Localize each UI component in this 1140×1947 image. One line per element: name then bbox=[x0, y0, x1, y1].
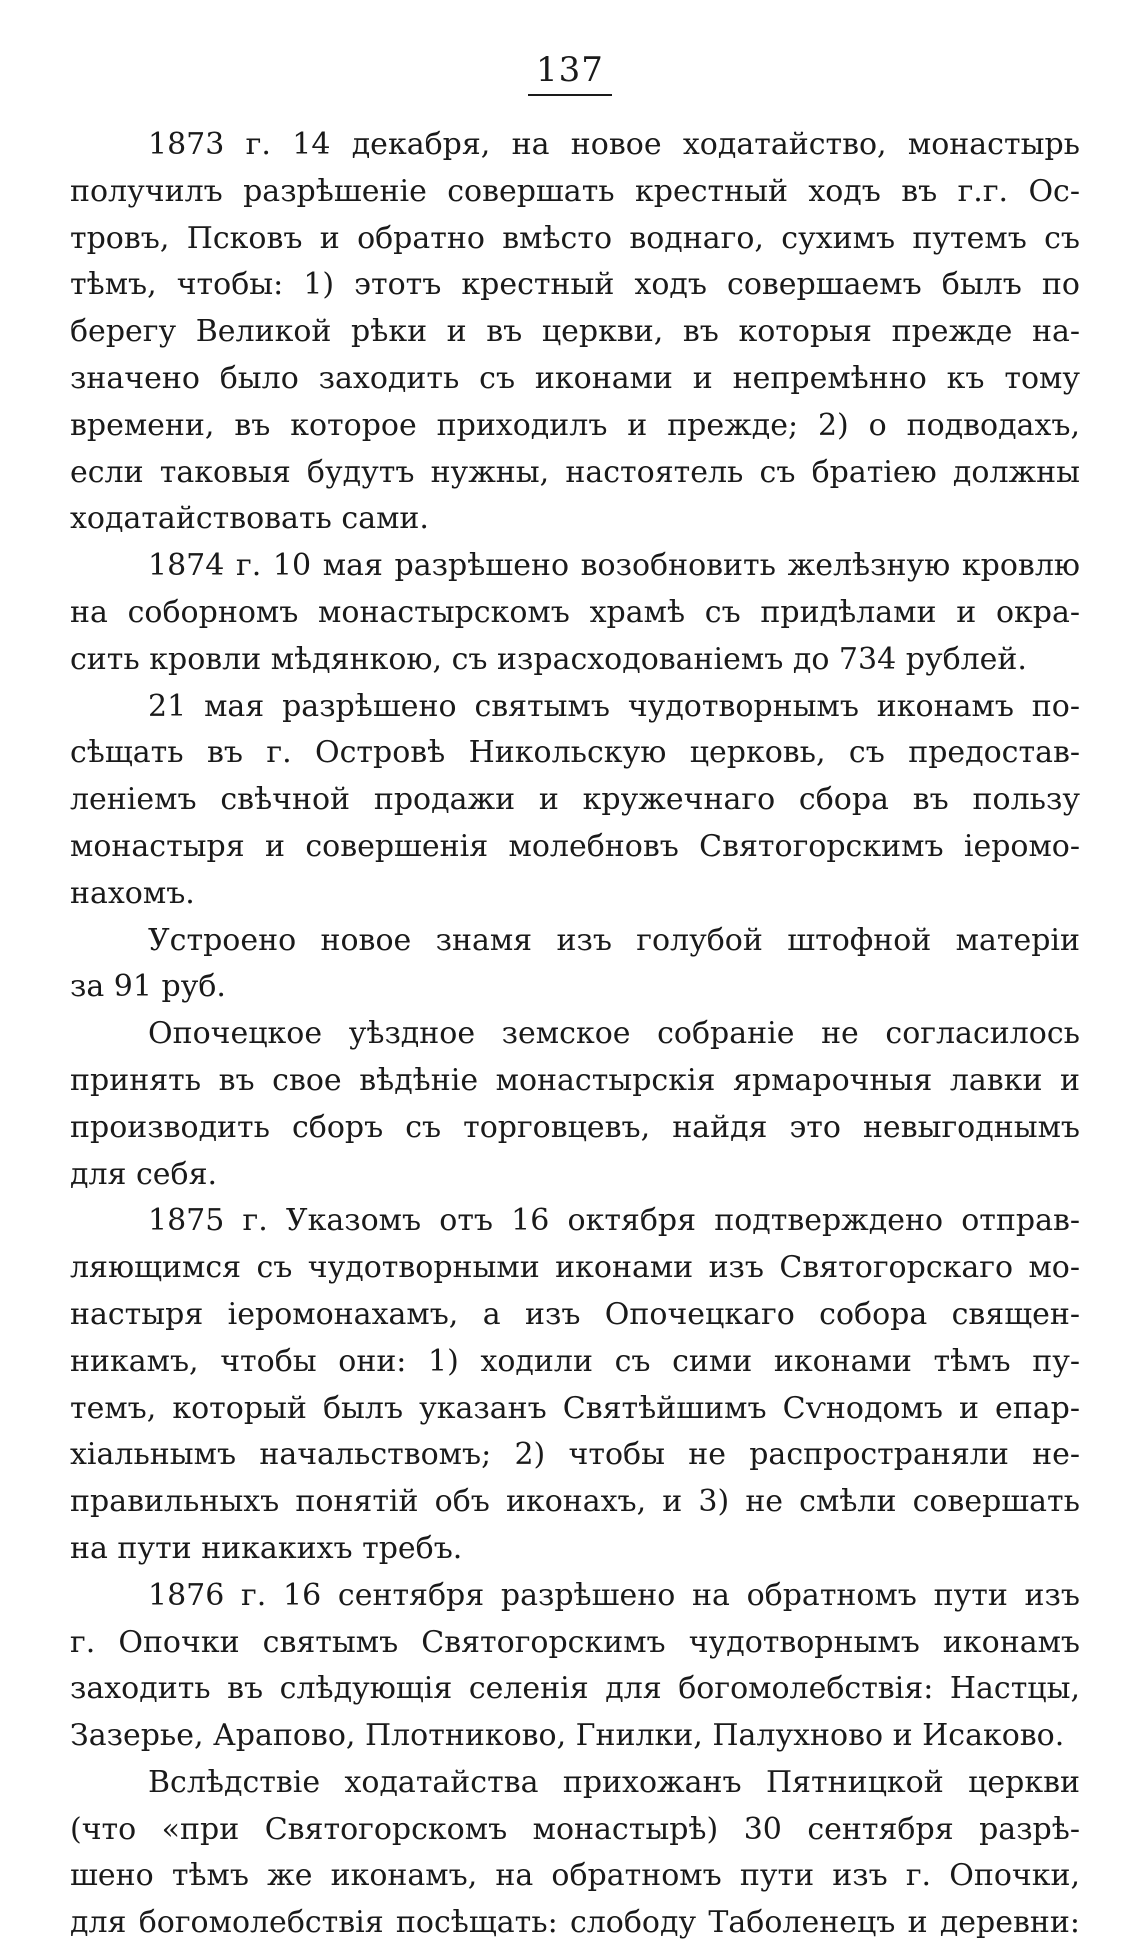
text-line: получилъ разрѣшеніе совершать крестный ходъ въ г.г. Ос- bbox=[70, 173, 1080, 209]
text-line: (что «при Святогорскомъ монастырѣ) 30 сентября разрѣ- bbox=[70, 1811, 1080, 1847]
text-line: темъ, который былъ указанъ Святѣйшимъ Сѵнодомъ и епар- bbox=[70, 1390, 1080, 1426]
text-line: 1874 г. 10 мая разрѣшено возобновить желѣзную кровлю bbox=[148, 548, 1080, 584]
text-line: принять въ свое вѣдѣніе монастырскія ярмарочныя лавки и bbox=[70, 1062, 1080, 1098]
text-line: берегу Великой рѣки и въ церкви, въ которыя прежде на- bbox=[70, 314, 1080, 350]
text-line: 1873 г. 14 декабря, на новое ходатайство, монастырь bbox=[148, 127, 1080, 162]
page-number-text: 137 bbox=[528, 50, 612, 96]
text-line: 1876 г. 16 сентября разрѣшено на обратномъ пути изъ bbox=[148, 1577, 1080, 1613]
text-line: на пути никакихъ требъ. bbox=[70, 1530, 463, 1566]
text-line: для себя. bbox=[70, 1156, 218, 1192]
text-line: хіальнымъ начальствомъ; 2) чтобы не распространяли не- bbox=[70, 1437, 1080, 1473]
text-line: леніемъ свѣчной продажи и кружечнаго сбора въ пользу bbox=[70, 782, 1080, 818]
text-line: значено было заходить съ иконами и непремѣнно къ тому bbox=[70, 360, 1080, 396]
text-line: г. Опочки святымъ Святогорскимъ чудотворнымъ иконамъ bbox=[70, 1624, 1080, 1660]
text-line: сить кровли мѣдянкою, съ израсходованіемъ до 734 рублей. bbox=[70, 641, 1027, 677]
text-line: ляющимся съ чудотворными иконами изъ Святогорскаго мо- bbox=[70, 1250, 1080, 1286]
text-line: Зазерье, Арапово, Плотниково, Гнилки, Палухново и Исаково. bbox=[70, 1718, 1065, 1754]
text-line: за 91 руб. bbox=[70, 969, 226, 1005]
text-line: настыря іеромонахамъ, а изъ Опочецкаго собора священ- bbox=[70, 1296, 1080, 1332]
text-line: Вслѣдствіе ходатайства прихожанъ Пятницкой церкви bbox=[148, 1764, 1080, 1800]
text-line: производить сборъ съ торговцевъ, найдя это невыгоднымъ bbox=[70, 1109, 1080, 1145]
text-line: заходить въ слѣдующія селенія для богомолебствія: Настцы, bbox=[70, 1671, 1080, 1707]
text-line: никамъ, чтобы они: 1) ходили съ сими иконами тѣмъ пу- bbox=[70, 1343, 1080, 1379]
text-line: Опочецкое уѣздное земское собраніе не согласилось bbox=[148, 1016, 1080, 1052]
text-line: тѣмъ, чтобы: 1) этотъ крестный ходъ совершаемъ былъ по bbox=[70, 267, 1080, 303]
text-line: правильныхъ понятій объ иконахъ, и 3) не смѣли совершать bbox=[70, 1484, 1080, 1520]
text-line: времени, въ которое приходилъ и прежде; 2) о подводахъ, bbox=[70, 407, 1080, 443]
text-line: на соборномъ монастырскомъ храмѣ съ придѣлами и окра- bbox=[70, 594, 1080, 630]
page-body-text bbox=[70, 122, 1080, 1947]
text-line: монастыря и совершенія молебновъ Святогорскимъ іеромо- bbox=[70, 828, 1080, 864]
text-line: 21 мая разрѣшено святымъ чудотворнымъ иконамъ по- bbox=[148, 688, 1080, 724]
text-line: если таковыя будутъ нужны, настоятель съ братіею должны bbox=[70, 454, 1080, 490]
text-line: для богомолебствія посѣщать: слободу Таболенецъ и деревни: bbox=[70, 1905, 1080, 1941]
text-line: Устроено новое знамя изъ голубой штофной матеріи bbox=[148, 922, 1080, 958]
page-number bbox=[0, 50, 1140, 96]
text-line: ходатайствовать сами. bbox=[70, 501, 429, 537]
text-line: 1875 г. Указомъ отъ 16 октября подтверждено отправ- bbox=[148, 1203, 1080, 1239]
text-line: шено тѣмъ же иконамъ, на обратномъ пути изъ г. Опочки, bbox=[70, 1858, 1080, 1894]
text-line: нахомъ. bbox=[70, 875, 195, 911]
text-line: тровъ, Псковъ и обратно вмѣсто воднаго, сухимъ путемъ съ bbox=[70, 220, 1080, 256]
text-line: сѣщать въ г. Островѣ Никольскую церковь, съ предостав- bbox=[70, 735, 1080, 771]
